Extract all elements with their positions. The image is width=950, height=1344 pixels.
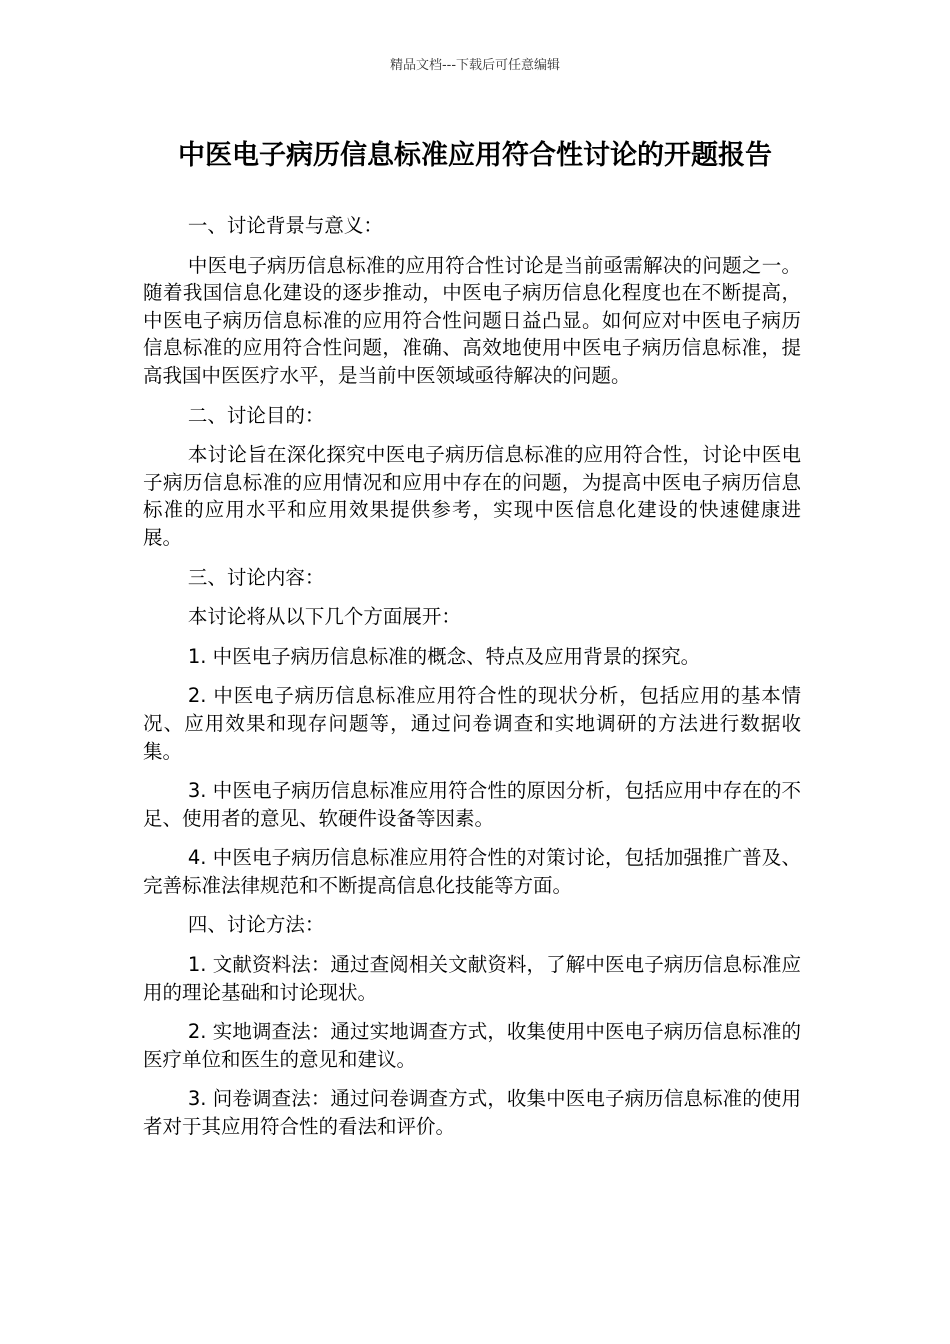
list-item-content-4: 4. 中医电子病历信息标准应用符合性的对策讨论，包括加强推广普及、完善标准法律规范和不断提高信息化技能等方面。 (143, 846, 801, 897)
list-item-content-1: 1. 中医电子病历信息标准的概念、特点及应用背景的探究。 (187, 644, 701, 668)
section-heading-methods: 四、讨论方法： (187, 913, 325, 937)
section-heading-content: 三、讨论内容： (187, 565, 325, 589)
list-item-method-2: 2. 实地调查法：通过实地调查方式，收集使用中医电子病历信息标准的医疗单位和医生的意见和建议。 (143, 1020, 801, 1071)
list-item-method-3: 3. 问卷调查法：通过问卷调查方式，收集中医电子病历信息标准的使用者对于其应用符合性的看法和评价。 (143, 1087, 801, 1139)
section-heading-purpose: 二、讨论目的： (187, 403, 325, 427)
paragraph-purpose: 本讨论旨在深化探究中医电子病历信息标准的应用符合性，讨论中医电子病历信息标准的应用情况和应用中存在的问题，为提高中医电子病历信息标准的应用水平和应用效果提供参考，实现中医信息化建设的快速健康进展。 (143, 443, 801, 549)
list-item-content-3: 3. 中医电子病历信息标准应用符合性的原因分析，包括应用中存在的不足、使用者的意见、软硬件设备等因素。 (143, 779, 801, 830)
list-item-content-2: 2. 中医电子病历信息标准应用符合性的现状分析，包括应用的基本情况、应用效果和现存问题等，通过问卷调查和实地调研的方法进行数据收集。 (143, 684, 801, 763)
document-title: 中医电子病历信息标准应用符合性讨论的开题报告 (178, 140, 772, 171)
section-heading-background: 一、讨论背景与意义： (187, 214, 383, 237)
document-body (143, 212, 801, 1153)
paragraph-background: 中医电子病历信息标准的应用符合性讨论是当前亟需解决的问题之一。随着我国信息化建设的逐步推动，中医电子病历信息化程度也在不断提高，中医电子病历信息标准的应用符合性问题日益凸显。如何应对中医电子病历信息标准的应用符合性问题，准确、高效地使用中医电子病历信息标准，提高我国中医医疗水平，是当前中医领域亟待解决的问题。 (143, 253, 801, 387)
list-item-method-1: 1. 文献资料法：通过查阅相关文献资料，了解中医电子病历信息标准应用的理论基础和讨论现状。 (143, 953, 801, 1004)
paragraph-content-intro: 本讨论将从以下几个方面展开： (187, 605, 461, 629)
header-note: 精品文档---下载后可任意编辑 (389, 58, 561, 73)
